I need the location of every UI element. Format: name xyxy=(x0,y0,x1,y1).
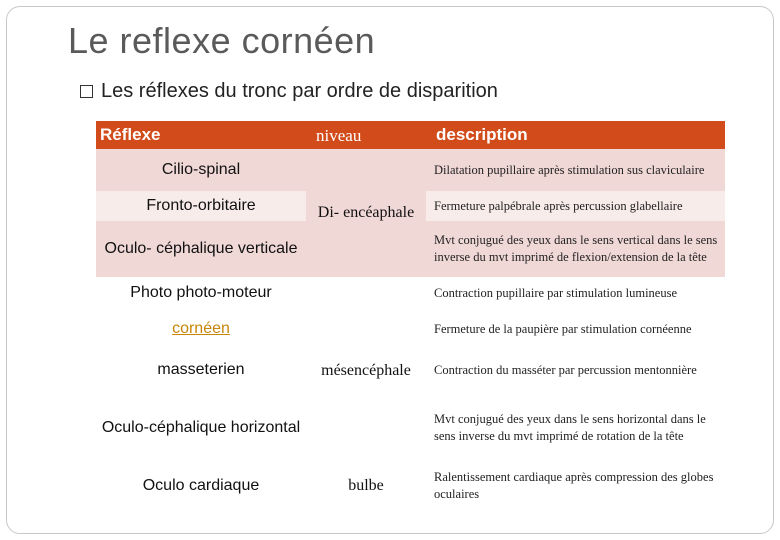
description-cell: Dilatation pupillaire après stimulation sus claviculaire xyxy=(426,149,725,191)
niveau-cell: mésencéphale xyxy=(306,277,426,464)
description-cell: Fermeture palpébrale après percussion glabellaire xyxy=(426,191,725,221)
description-cell: Mvt conjugué des yeux dans le sens vertical dans le sens inverse du mvt imprimé de flexion/extension de la tête xyxy=(426,221,725,277)
header-reflexe: Réflexe xyxy=(96,121,306,149)
niveau-cell: Di- encéaphale xyxy=(306,149,426,277)
description-cell: Contraction du masséter par percussion mentonnière xyxy=(426,349,725,391)
header-niveau: niveau xyxy=(306,121,426,149)
reflexe-cell: Oculo-céphalique horizontal xyxy=(96,391,306,464)
header-description: description xyxy=(426,121,725,149)
reflexe-cell-corneen[interactable]: cornéen xyxy=(96,309,306,349)
reflexe-cell: Photo photo-moteur xyxy=(96,277,306,309)
description-cell: Mvt conjugué des yeux dans le sens horizontal dans le sens inverse du mvt imprimé de rotation de la tête xyxy=(426,391,725,464)
slide-title: Le reflexe cornéen xyxy=(68,20,376,61)
bullet-item xyxy=(80,80,498,103)
checkbox-bullet-icon xyxy=(80,85,93,98)
description-cell: Fermeture de la paupière par stimulation cornéenne xyxy=(426,309,725,349)
niveau-cell: bulbe xyxy=(306,464,426,508)
reflexe-cell: Fronto-orbitaire xyxy=(96,191,306,221)
reflexe-cell: Oculo cardiaque xyxy=(96,464,306,508)
description-cell: Contraction pupillaire par stimulation lumineuse xyxy=(426,277,725,309)
reflexe-cell: masseterien xyxy=(96,349,306,391)
description-cell: Ralentissement cardiaque après compression des globes oculaires xyxy=(426,464,725,508)
reflexe-cell: Cilio-spinal xyxy=(96,149,306,191)
bullet-text: Les réflexes du tronc par ordre de disparition xyxy=(101,80,498,102)
reflexe-cell: Oculo- céphalique verticale xyxy=(96,221,306,277)
